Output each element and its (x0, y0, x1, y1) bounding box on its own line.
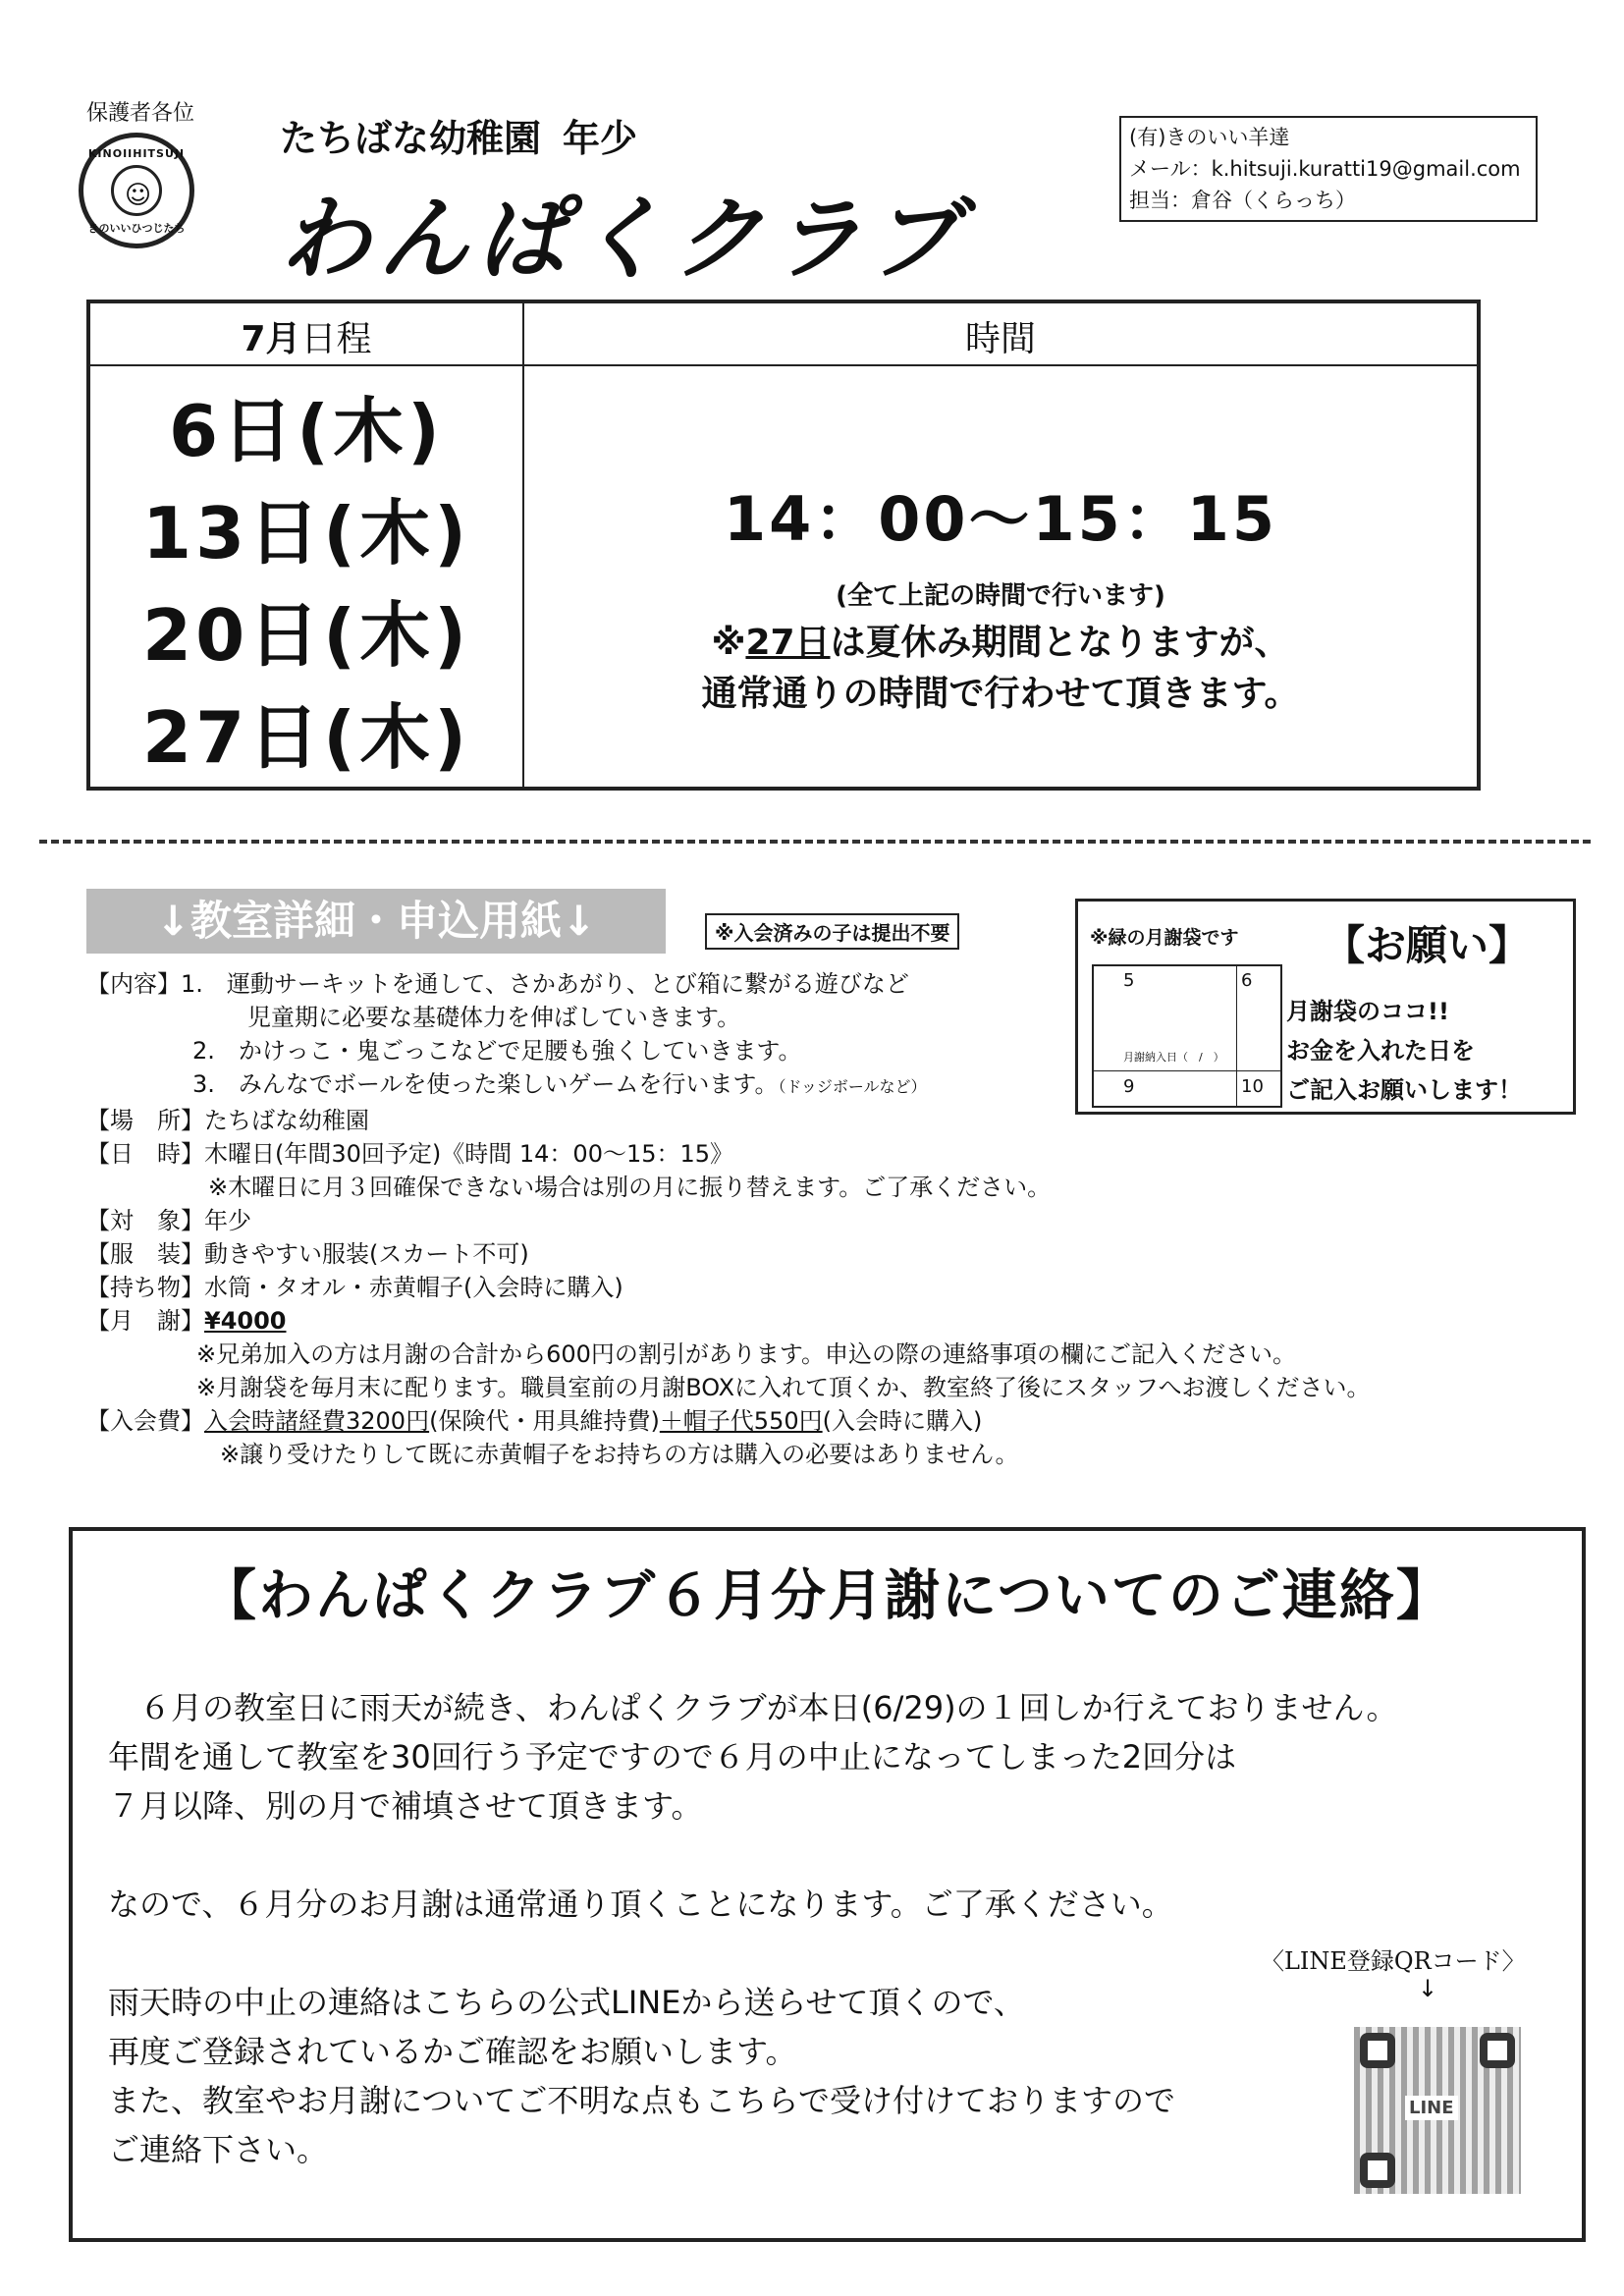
contact-person: 担当：倉谷（くらっち） (1129, 189, 1356, 212)
addressee: 保護者各位 (86, 101, 195, 126)
datetime-note: ※木曜日に月３回確保できない場合は別の月に振り替えます。ご了承ください。 (208, 1174, 1052, 1201)
logo-text-bottom: きのいいひつじたち (87, 222, 186, 235)
fee-note-1: ※兄弟加入の方は月謝の合計から600円の割引があります。申込の際の連絡事項の欄にご記入ください。 (196, 1340, 1296, 1368)
line-qr-code[interactable] (1354, 2027, 1521, 2194)
company-logo (79, 133, 194, 248)
target: 【対 象】年少 (86, 1207, 251, 1234)
sheep-face-icon: ☺ (125, 181, 152, 210)
cut-line (39, 840, 1591, 844)
school-title (280, 108, 637, 162)
date-3: 20日(木) (141, 594, 470, 677)
request-message: 月謝袋のココ!! お金を入れた日を ご記入お願いします！ (1286, 998, 1522, 1104)
content-item-1b: 児童期に必要な基礎体力を伸ばしていきます。 (247, 1004, 741, 1031)
content-item-1: 【内容】1. 運動サーキットを通して、さかあがり、とび箱に繋がる遊びなど (86, 970, 909, 998)
schedule-time-cell (524, 470, 1477, 720)
date-4: 27日(木) (141, 696, 470, 779)
arrow-down-icon: ↓ (1418, 1975, 1438, 2002)
entry-note: ※譲り受けたりして既に赤黄帽子をお持ちの方は購入の必要はありません。 (220, 1441, 1019, 1468)
request-box (1075, 899, 1576, 1115)
contact-box (1119, 116, 1538, 222)
schedule-date-header: 7月日程 (241, 319, 372, 359)
club-name: わんぱくクラブ (280, 187, 968, 292)
entry-fee: 【入会費】入会時諸経費3200円(保険代・用具維持費)＋帽子代550円(入会時に購入) (86, 1407, 983, 1435)
payment-date-slot: 月謝納入日（ / ） (1123, 1051, 1224, 1064)
schedule-time-header: 時間 (964, 319, 1036, 359)
clothes: 【服 装】動きやすい服装(スカート不可) (86, 1240, 529, 1268)
date-2: 13日(木) (141, 492, 470, 574)
notice-title: 【わんぱくクラブ６月分月謝についてのご連絡】 (201, 1564, 1453, 1628)
place: 【場 所】たちばな幼稚園 (86, 1107, 369, 1134)
contact-company: (有)きのいい羊達 (1129, 126, 1290, 149)
time-note: (全て上記の時間で行います) (836, 581, 1165, 611)
green-bag-note: ※緑の月謝袋です (1090, 927, 1239, 949)
fee-bag-illustration: 5 6 月謝納入日（ / ） 9 10 (1092, 964, 1282, 1108)
summer-note: ※27日は夏休み期間となりますが、 通常通りの時間で行わせて頂きます。 (701, 623, 1300, 714)
grade: 年少 (563, 117, 638, 160)
datetime: 【日 時】木曜日(年間30回予定)《時間 14：00〜15：15》 (86, 1140, 734, 1168)
content-item-3: 3. みんなでボールを使った楽しいゲームを行います。（ドッジボールなど） (192, 1070, 927, 1098)
not-required-note: ※入会済みの子は提出不要 (705, 913, 959, 950)
qr-label: 〈LINE登録QRコード〉 (1261, 1947, 1526, 1975)
content-item-2: 2. かけっこ・鬼ごっこなどで足腰も強くしていきます。 (192, 1037, 802, 1065)
date-1: 6日(木) (169, 390, 444, 472)
class-time: 14：00〜15：15 (723, 483, 1278, 555)
schedule-dates (90, 380, 522, 789)
fee-note-2: ※月謝袋を毎月末に配ります。職員室前の月謝BOXに入れて頂くか、教室終了後にスタッフへお渡しください。 (196, 1374, 1371, 1401)
notice-body: ６月の教室日に雨天が続き、わんぱくクラブが本日(6/29)の１回しか行えておりません。 年間を通して教室を30回行う予定ですので６月の中止になってしまった2回分は ７月以降、別の月で補填させて頂きます。 なので、６月分のお月謝は通常通り頂くことになります。ご了承ください。 雨天時の中止の連絡はこちらの公式LINEから送らせて頂くので、 再度ご登録されているかご確認をお願いします。 また、教室やお月謝についてご不明な点もこちらで受け付けておりますので ご連絡下さい。 (108, 1689, 1398, 2168)
belongings: 【持ち物】水筒・タオル・赤黄帽子(入会時に購入) (86, 1274, 623, 1301)
request-title: 【お願い】 (1324, 921, 1531, 969)
contact-email[interactable]: メール：k.hitsuji.kuratti19@gmail.com (1129, 157, 1521, 181)
notice-box (69, 1527, 1586, 2242)
school-name: たちばな幼稚園 (280, 117, 542, 160)
monthly-fee: 【月 謝】¥4000 (86, 1307, 287, 1335)
details-section-title: ↓教室詳細・申込用紙↓ (86, 889, 666, 954)
qr-line-text: LINE (1405, 2096, 1458, 2120)
schedule-table (86, 300, 1481, 791)
logo-text-top: KINOIIHITSUJI (87, 147, 186, 160)
